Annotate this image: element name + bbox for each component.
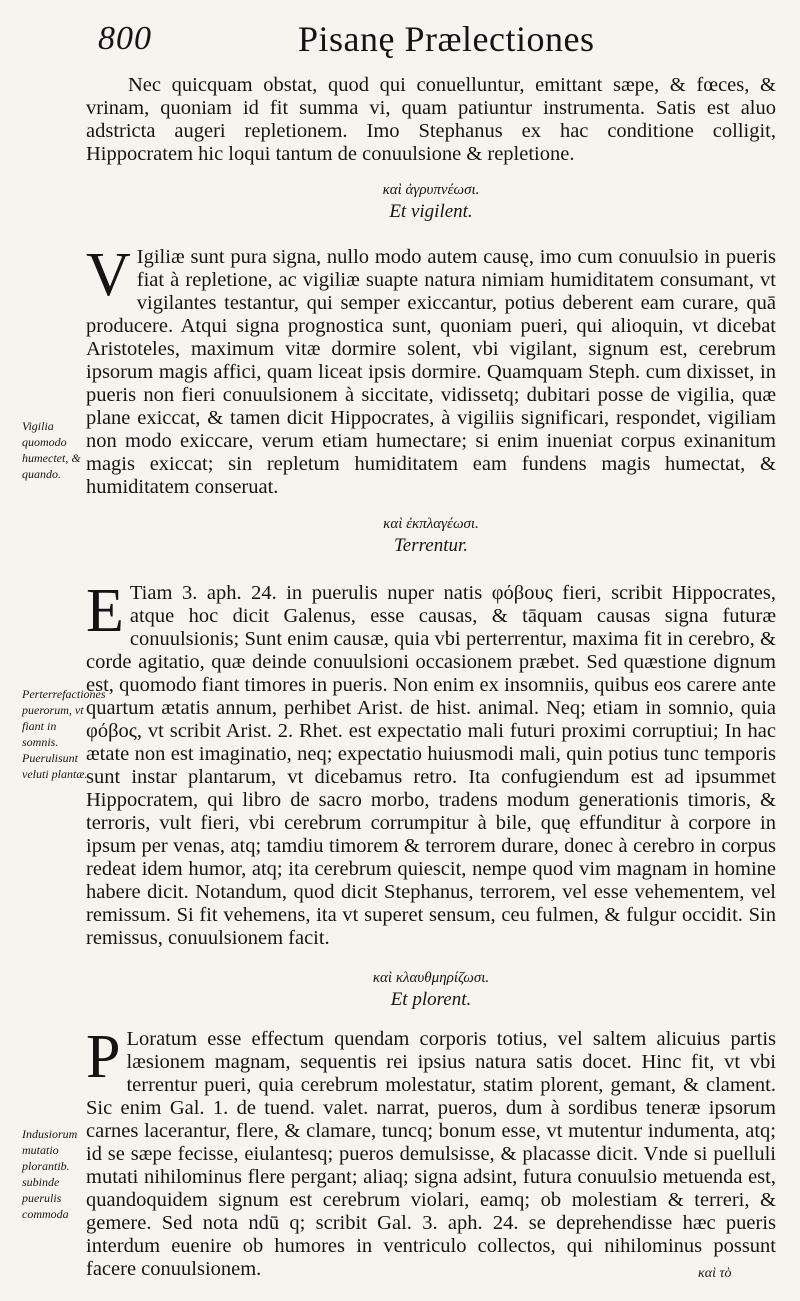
running-head: Pisanę Prælectiones <box>298 19 595 59</box>
margin-note-indusiorum: Indusiorum mutatio plorantib. subinde puerulis commoda <box>22 1127 78 1221</box>
section-terrentur <box>86 514 776 950</box>
greek-lemma: καὶ ἐκπλαγέωσι. <box>383 516 479 532</box>
section-body <box>86 1023 776 1281</box>
section-text: Loratum esse effectum quendam corporis totius, vel saltem alicuius partis læsionem magnam, sequentis rei ipsius natura satis docet. Hinc fit, vt vbi terrentur pueri, quia cerebrum molestatur, statim plorent, gemant, & clament. Sic enim Gal. 1. de tuend. valet. narrat, pueros, dum à sordibus teneræ ipsorum carnes lacerantur, flere, & clamare, tuncq; bonum esse, vt mutentur indumenta, atq; id se sæpe fecisse, eiulantesq; pueros demulsisse, & placasse dicit. Vnde si puelluli mutati nihilominus flere pergant; aliaq; signa adsint, futura conuulsio metuenda est, quandoquidem signum est cerebrum violari, eamq; ob molestiam & terreri, & gemere. Sed nota ndū q; scribit Gal. 3. aph. 24. se deprehendisse hæc pueris interdum euenire ob humores in ventriculo collectos, qui nihilominus possunt facere conuulsionem. <box>86 1028 776 1280</box>
catchword: καὶ τὸ <box>698 1266 732 1281</box>
latin-lemma: Terrentur. <box>393 535 469 556</box>
margin-note-perterrefactiones: Perterrefactiones puerorum, vt fiant in somnis. Puerulisunt veluti plantæ. <box>22 687 106 781</box>
latin-lemma: Et vigilent. <box>389 201 473 222</box>
intro-paragraph: Nec quicquam obstat, quod qui conuelluntur, emittant sæpe, & fœces, & vrinam, quoniam id fit summa vi, quam patiuntur instrumenta. Satis est aluo adstricta augeri repletionem. Imo Stephanus ex hac conditione colligit, Hippocratem hic loqui tantum de conuulsione & repletione. <box>86 74 776 165</box>
intro-block <box>86 74 776 166</box>
section-plorent <box>86 968 776 1281</box>
drop-cap: E <box>86 577 124 645</box>
section-body <box>86 241 776 499</box>
section-body <box>86 577 776 950</box>
greek-lemma: καὶ ἀγρυπνέωσι. <box>382 182 480 198</box>
page-number: 800 <box>98 20 152 57</box>
greek-lemma: καὶ κλαυθμηρίζωσι. <box>372 970 490 986</box>
section-vigilent <box>86 180 776 499</box>
drop-cap: V <box>86 241 131 309</box>
margin-note-vigilia: Vigilia quomodo humectet, & quando. <box>22 419 81 481</box>
drop-cap: P <box>86 1023 121 1091</box>
latin-lemma: Et plorent. <box>390 989 472 1010</box>
section-text: Igiliæ sunt pura signa, nullo modo autem causę, imo cum conuulsio in pueris fiat à repletione, ac vigiliæ suapte natura nimiam humiditatem consumant, vt vigilantes testantur, qui semper exiccantur, potius deberent eam curare, quā producere. Atqui signa prognostica sunt, quoniam pueri, qui alioquin, vt dicebat Aristoteles, maximum vitæ dormire solent, vbi vigilant, signum est, cerebrum ipsorum magis affici, quam liceat ipsis dormire. Quamquam Steph. cum dixisset, in pueris non fieri conuulsionem à siccitate, vidissetq; dubitari posse de vigilia, quæ plane exiccat, & tamen dicit Hippocrates, à vigiliis significari, respondet, vigiliam non modo exiccare, verum etiam humectare; si enim inueniat corpus exinanitum magis exiccat; sin repletum humiditatem eam fundens magis humectat, & humiditatem conseruat. <box>86 246 776 498</box>
section-text: Tiam 3. aph. 24. in puerulis nuper natis φόβους fieri, scribit Hippocrates, atque hoc dicit Galenus, esse causas, & tāquam causas signa futuræ conuulsionis; Sunt enim causæ, quia vbi perterrentur, maxima fit in cerebro, & corde agitatio, quæ deinde conuulsioni occasionem præbet. Sed quæstione dignum est, quomodo fiant timores in pueris. Non enim ex insomniis, quibus eos carere ante quartum ætatis annum, perhibet Arist. de hist. animal. Neq; etiam in somnio, quia φόβος, vt scribit Arist. 2. Rhet. est expectatio mali futuri proximi corruptiui; In hac ætate non est imaginatio, neq; expectatio huiusmodi mali, quin potius tunc temporis sunt instar plantarum, vt dicebamus retro. Ita confugiendum est ad ipsummet Hippocratem, qui libro de sacro morbo, tradens modum generationis timoris, & terroris, vult fieri, vbi cerebrum corrumpitur à bile, quę effunditur à corpore in ipsum per venas, atq; tamdiu timorem & terrorem durare, donec à cerebro in corpus redeat idem humor, atq; ita cerebrum quiescit, nempe quod vim magnam in homine habere dicit. Notandum, quod dicit Stephanus, terrorem, vel esse vehementem, vel remissum. Si fit vehemens, ita vt superet sensum, ceu fulmen, & fulgur occidit. Sin remissus, conuulsionem facit. <box>86 582 776 949</box>
